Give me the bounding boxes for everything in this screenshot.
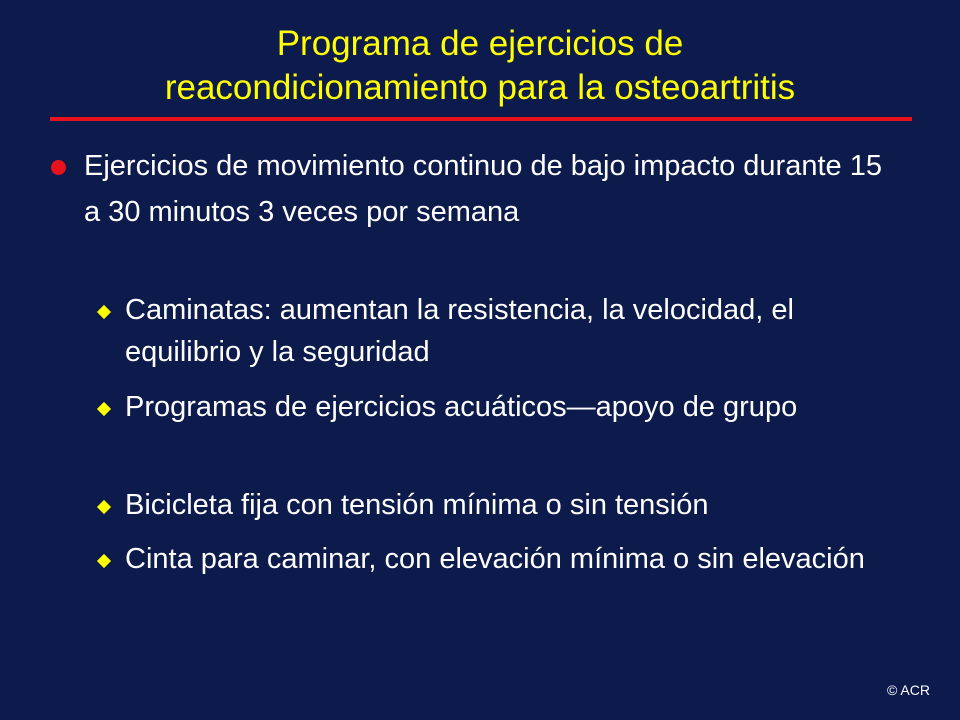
- sub-bullet-treadmill: Cinta para caminar, con elevación mínima o sin elevación: [125, 543, 865, 575]
- sub-bullet-bicycle: Bicicleta fija con tensión mínima o sin tensión: [125, 489, 709, 521]
- yellow-diamond-bullet-icon: [97, 500, 111, 514]
- title-divider: [50, 117, 912, 121]
- yellow-diamond-bullet-icon: [97, 554, 111, 568]
- sub-bullet-aquatic: Programas de ejercicios acuáticos—apoyo de grupo: [125, 391, 798, 423]
- yellow-diamond-bullet-icon: [97, 402, 111, 416]
- main-bullet-text: Ejercicios de movimiento continuo de bajo impacto durante 15 a 30 minutos 3 veces por semana: [84, 150, 882, 228]
- slide-title: [40, 22, 920, 110]
- red-circle-bullet-icon: [51, 160, 66, 175]
- sub-bullet-walking: Caminatas: aumentan la resistencia, la velocidad, el equilibrio y la seguridad: [125, 294, 794, 368]
- slide-title-line-1: Programa de ejercicios de: [276, 24, 684, 63]
- slide-title-line-2: reacondicionamiento para la osteoartritis: [164, 68, 796, 107]
- yellow-diamond-bullet-icon: [97, 305, 111, 319]
- copyright-notice: © ACR: [887, 682, 930, 698]
